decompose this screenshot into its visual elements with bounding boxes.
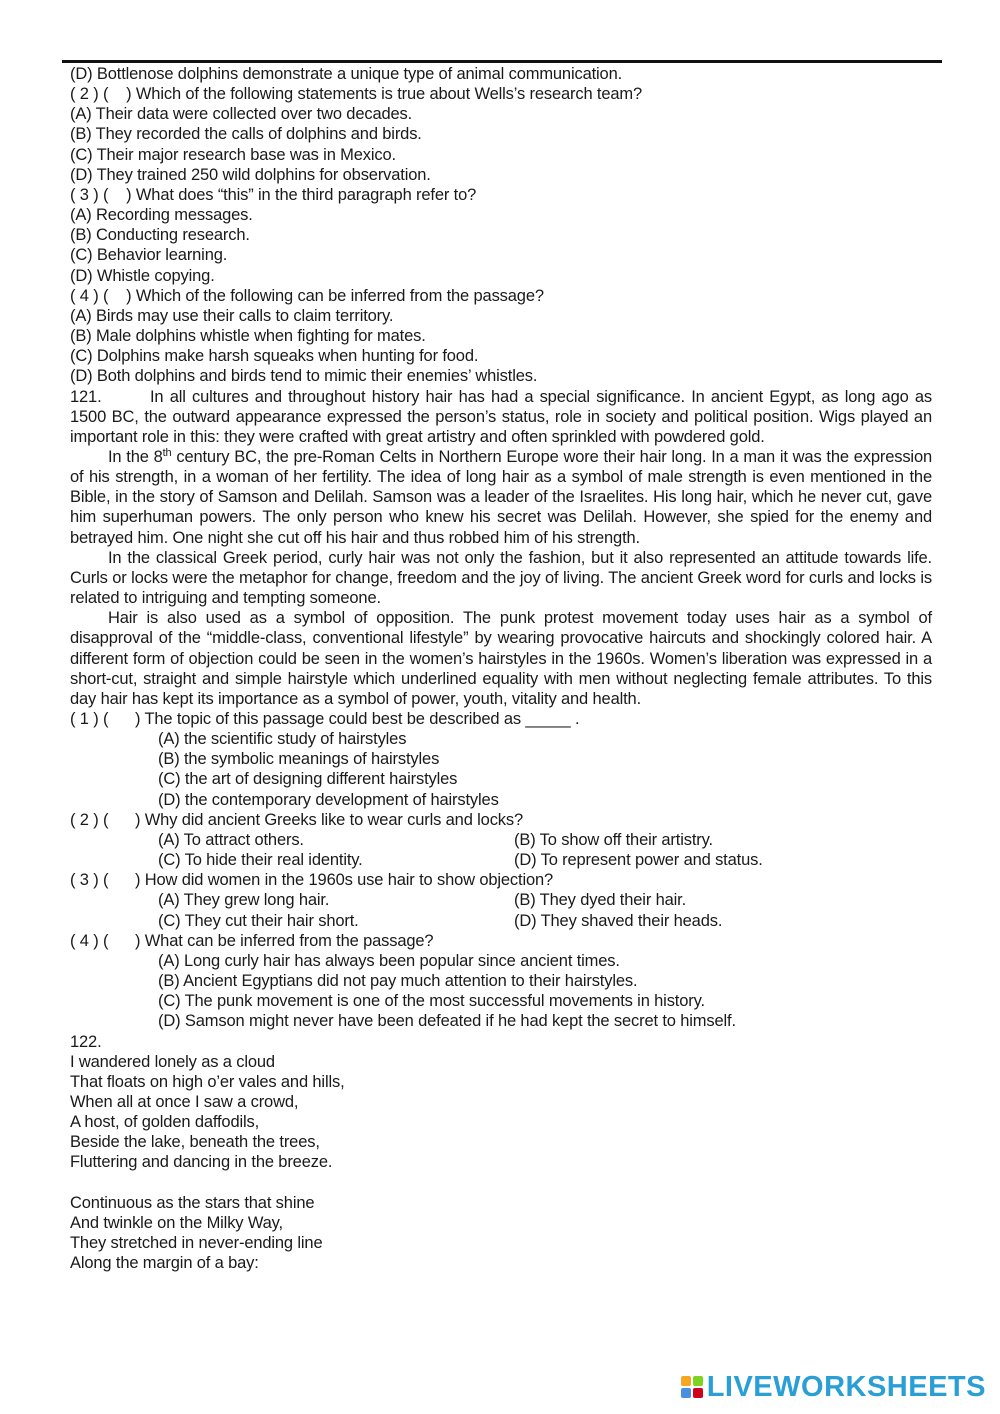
q120-q2-option-a: (A) Their data were collected over two decades.	[70, 105, 413, 124]
q121-paragraph-1: 121. In all cultures and throughout history hair has had a special significance. In ancient Egypt, as long ago as 1500 BC, the outward appearance expressed the person’s status, role in society and political position. Wigs played an important role in this: they were crafted with great artistry and often sprinkled with powdered gold.	[70, 387, 932, 446]
poem-line: That floats on high o’er vales and hills,	[70, 1072, 345, 1091]
poem-line: When all at once I saw a crowd,	[70, 1092, 299, 1111]
poem-line: I wandered lonely as a cloud	[70, 1052, 275, 1071]
q120-q3-option-d: (D) Whistle copying.	[70, 266, 215, 285]
liveworksheets-brand[interactable]	[681, 1372, 986, 1402]
q121-q2-options-row-1: (A) To attract others. (B) To show off their artistry.	[158, 830, 713, 849]
stanza-break	[70, 1173, 932, 1193]
top-rule	[62, 60, 942, 63]
liveworksheets-logo-icon	[681, 1376, 703, 1398]
q120-q3-option-a: (A) Recording messages.	[70, 206, 253, 225]
q120-q1-option-d: (D) Bottlenose dolphins demonstrate a unique type of animal communication.	[70, 65, 623, 83]
poem-line: Fluttering and dancing in the breeze.	[70, 1153, 333, 1172]
q120-q2-option-d: (D) They trained 250 wild dolphins for observation.	[70, 165, 431, 184]
q121-q2-stem: ( 2 ) ( ) Why did ancient Greeks like to wear curls and locks?	[70, 810, 524, 829]
q121-paragraph-4: Hair is also used as a symbol of opposition. The punk protest movement today uses hair as a symbol of disapproval of the “middle-class, conventional lifestyle” by wearing provocative haircuts and shockingly colored hair. A different form of objection could be seen in the women’s hairstyles in the 1960s. Women’s liberation was expressed in a short-cut, straight and simple hairstyle which underlined equality with men without neglecting female attributes. To this day hair has kept its importance as a symbol of power, youth, vitality and health.	[70, 609, 932, 708]
worksheet-page	[70, 64, 932, 1273]
q120-q3-stem: ( 3 ) ( ) What does “this” in the third paragraph refer to?	[70, 185, 477, 204]
poem-line: And twinkle on the Milky Way,	[70, 1213, 283, 1232]
q121-q4-option-c: (C) The punk movement is one of the most successful movements in history.	[158, 992, 705, 1011]
question-number: 122.	[70, 1032, 102, 1051]
q121-q4-option-d: (D) Samson might never have been defeated if he had kept the secret to himself.	[158, 1012, 736, 1031]
poem-line: They stretched in never-ending line	[70, 1233, 323, 1252]
q120-q4-option-b: (B) Male dolphins whistle when fighting for mates.	[70, 327, 426, 346]
poem-line: A host, of golden daffodils,	[70, 1113, 260, 1132]
q121-q4-option-b: (B) Ancient Egyptians did not pay much attention to their hairstyles.	[158, 972, 638, 991]
q121-q4-option-a: (A) Long curly hair has always been popular since ancient times.	[158, 951, 620, 970]
q121-q1-option-a: (A) the scientific study of hairstyles	[158, 730, 407, 749]
q120-q4-option-c: (C) Dolphins make harsh squeaks when hunting for food.	[70, 347, 479, 366]
q120-q2-option-b: (B) They recorded the calls of dolphins and birds.	[70, 125, 422, 144]
q120-q3-option-c: (C) Behavior learning.	[70, 246, 228, 265]
q120-q2-stem: ( 2 ) ( ) Which of the following statements is true about Wells’s research team?	[70, 85, 643, 104]
poem-line: Beside the lake, beneath the trees,	[70, 1133, 320, 1152]
q121-q1-option-b: (B) the symbolic meanings of hairstyles	[158, 750, 440, 769]
q121-q2-options-row-2: (C) To hide their real identity. (D) To represent power and status.	[158, 851, 763, 870]
question-number: 121.	[70, 387, 102, 406]
q121-paragraph-2: In the 8th century BC, the pre-Roman Celts in Northern Europe wore their hair long. In a man it was the expression of his strength, in a woman of her fertility. The idea of long hair as a symbol of male strength is even mentioned in the Bible, in the story of Samson and Delilah. Samson was a leader of the Israelites. His long hair, which he never cut, gave him superhuman powers. The only person who knew his secret was Delilah. However, she spied for the enemy and betrayed him. One night she cut off his hair and thus robbed him of his strength.	[70, 446, 932, 547]
q121-q3-options-row-1: (A) They grew long hair. (B) They dyed their hair.	[158, 891, 687, 910]
q120-q2-option-c: (C) Their major research base was in Mexico.	[70, 145, 396, 164]
q121-paragraph-3: In the classical Greek period, curly hair was not only the fashion, but it also represented an attitude towards life. Curls or locks were the metaphor for change, freedom and the joy of living. The ancient Greek word for curls and locks is related to intriguing and tempting someone.	[70, 548, 932, 608]
q121-q1-option-c: (C) the art of designing different hairstyles	[158, 770, 458, 789]
q121-q1-option-d: (D) the contemporary development of hairstyles	[158, 790, 499, 809]
q120-q4-option-a: (A) Birds may use their calls to claim territory.	[70, 306, 394, 325]
q121-q1-stem: ( 1 ) ( ) The topic of this passage could best be described as _____ .	[70, 710, 580, 728]
q121-q3-stem: ( 3 ) ( ) How did women in the 1960s use hair to show objection?	[70, 871, 554, 890]
q120-q4-stem: ( 4 ) ( ) Which of the following can be inferred from the passage?	[70, 286, 544, 305]
poem-line: Along the margin of a bay:	[70, 1254, 259, 1273]
q120-q3-option-b: (B) Conducting research.	[70, 226, 250, 245]
poem-line: Continuous as the stars that shine	[70, 1193, 315, 1212]
q120-q4-option-d: (D) Both dolphins and birds tend to mimic their enemies’ whistles.	[70, 367, 538, 386]
q121-q3-options-row-2: (C) They cut their hair short. (D) They shaved their heads.	[158, 911, 723, 930]
q121-q4-stem: ( 4 ) ( ) What can be inferred from the passage?	[70, 931, 434, 950]
brand-text: LIVEWORKSHEETS	[706, 1370, 986, 1403]
